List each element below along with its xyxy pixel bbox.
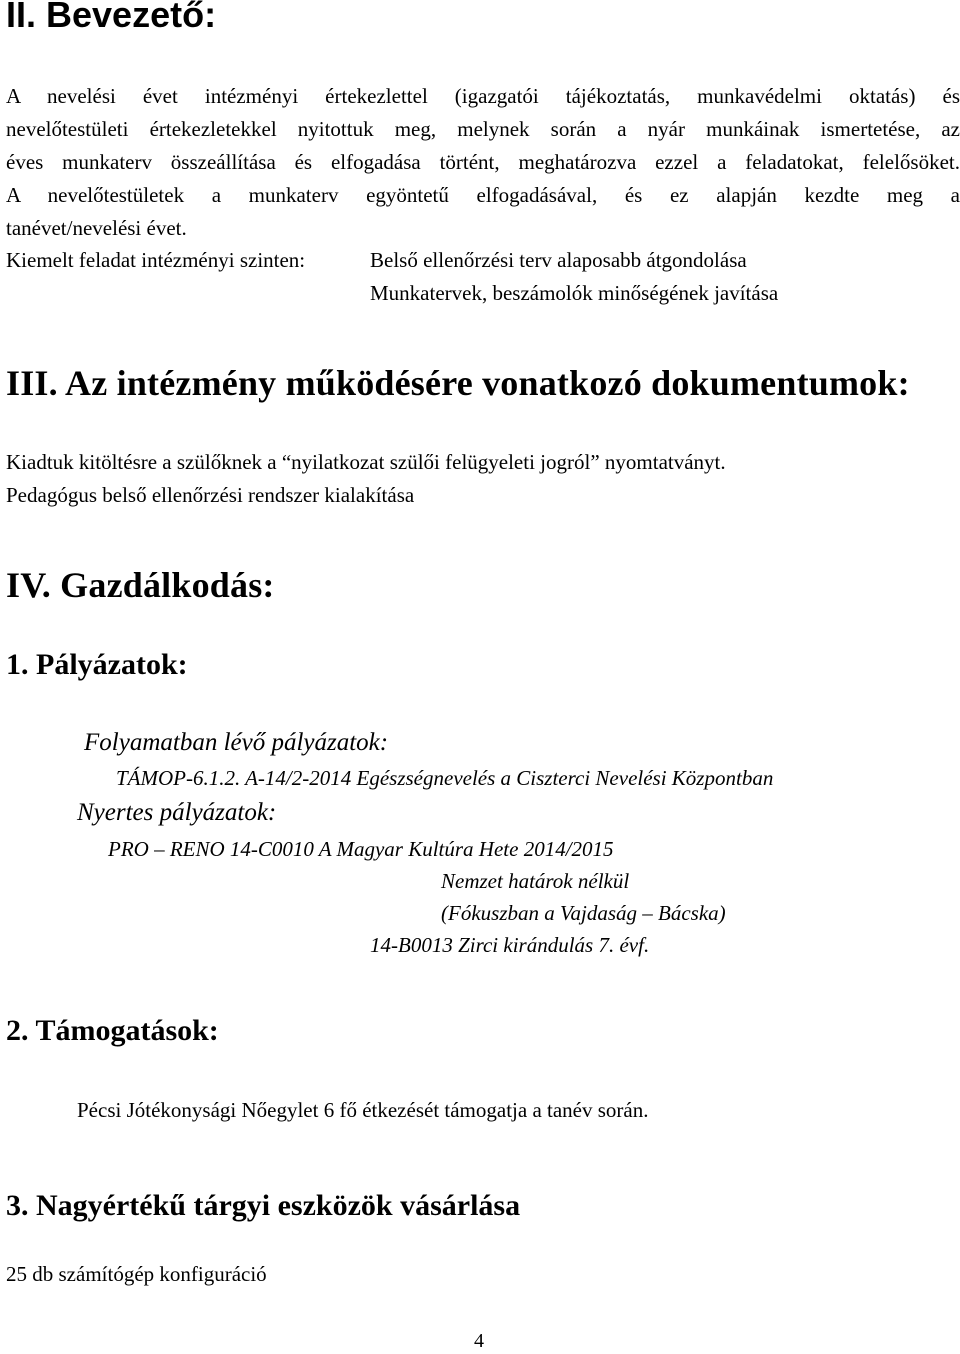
won-tender-line-2: Nemzet határok nélkül bbox=[441, 869, 630, 893]
intro-line-3: éves munkaterv összeállítása és elfogadása történt, meghatározva ezzel a feladatokat, felelősöket. bbox=[6, 150, 960, 174]
docs-line-2: Pedagógus belső ellenőrzési rendszer kialakítása bbox=[6, 483, 415, 507]
tenders-heading: 1. Pályázatok: bbox=[6, 648, 188, 681]
docs-line-1: Kiadtuk kitöltésre a szülőknek a “nyilatkozat szülői felügyeleti jogról” nyomtatványt. bbox=[6, 450, 726, 474]
won-tender-line-1: PRO – RENO 14-C0010 A Magyar Kultúra Hete 2014/2015 bbox=[108, 837, 614, 861]
intro-line-4: A nevelőtestületek a munkaterv egyöntetű elfogadásával, és ez alapján kezdte meg a bbox=[6, 183, 960, 207]
assets-text: 25 db számítógép konfiguráció bbox=[6, 1262, 267, 1286]
ongoing-tenders-label: Folyamatban lévő pályázatok: bbox=[84, 729, 389, 756]
section-3-heading: III. Az intézmény működésére vonatkozó dokumentumok: bbox=[6, 363, 910, 403]
ongoing-tender-item: TÁMOP-6.1.2. A-14/2-2014 Egészségnevelés a Ciszterci Nevelési Központban bbox=[116, 766, 774, 790]
key-task-2: Munkatervek, beszámolók minőségének javítása bbox=[370, 281, 779, 305]
key-task-1: Belső ellenőrzési terv alaposabb átgondolása bbox=[370, 248, 747, 272]
section-2-heading: II. Bevezető: bbox=[6, 0, 217, 35]
section-4-heading: IV. Gazdálkodás: bbox=[6, 565, 275, 605]
support-text: Pécsi Jótékonysági Nőegylet 6 fő étkezését támogatja a tanév során. bbox=[77, 1098, 649, 1122]
assets-heading: 3. Nagyértékű tárgyi eszközök vásárlása bbox=[6, 1189, 521, 1222]
won-tenders-label: Nyertes pályázatok: bbox=[77, 799, 277, 826]
key-task-label: Kiemelt feladat intézményi szinten: bbox=[6, 248, 306, 272]
intro-line-1: A nevelési évet intézményi értekezlettel (igazgatói tájékoztatás, munkavédelmi oktatás) és bbox=[6, 84, 960, 108]
won-tender-line-4: 14-B0013 Zirci kirándulás 7. évf. bbox=[370, 933, 650, 957]
won-tender-line-3: (Fókuszban a Vajdaság – Bácska) bbox=[441, 901, 726, 925]
page-number: 4 bbox=[474, 1330, 484, 1352]
intro-line-2: nevelőtestületi értekezletekkel nyitottuk meg, melynek során a nyár munkáinak ismertetése, az bbox=[6, 117, 960, 141]
intro-line-5: tanévet/nevelési évet. bbox=[6, 216, 187, 240]
support-heading: 2. Támogatások: bbox=[6, 1014, 219, 1047]
